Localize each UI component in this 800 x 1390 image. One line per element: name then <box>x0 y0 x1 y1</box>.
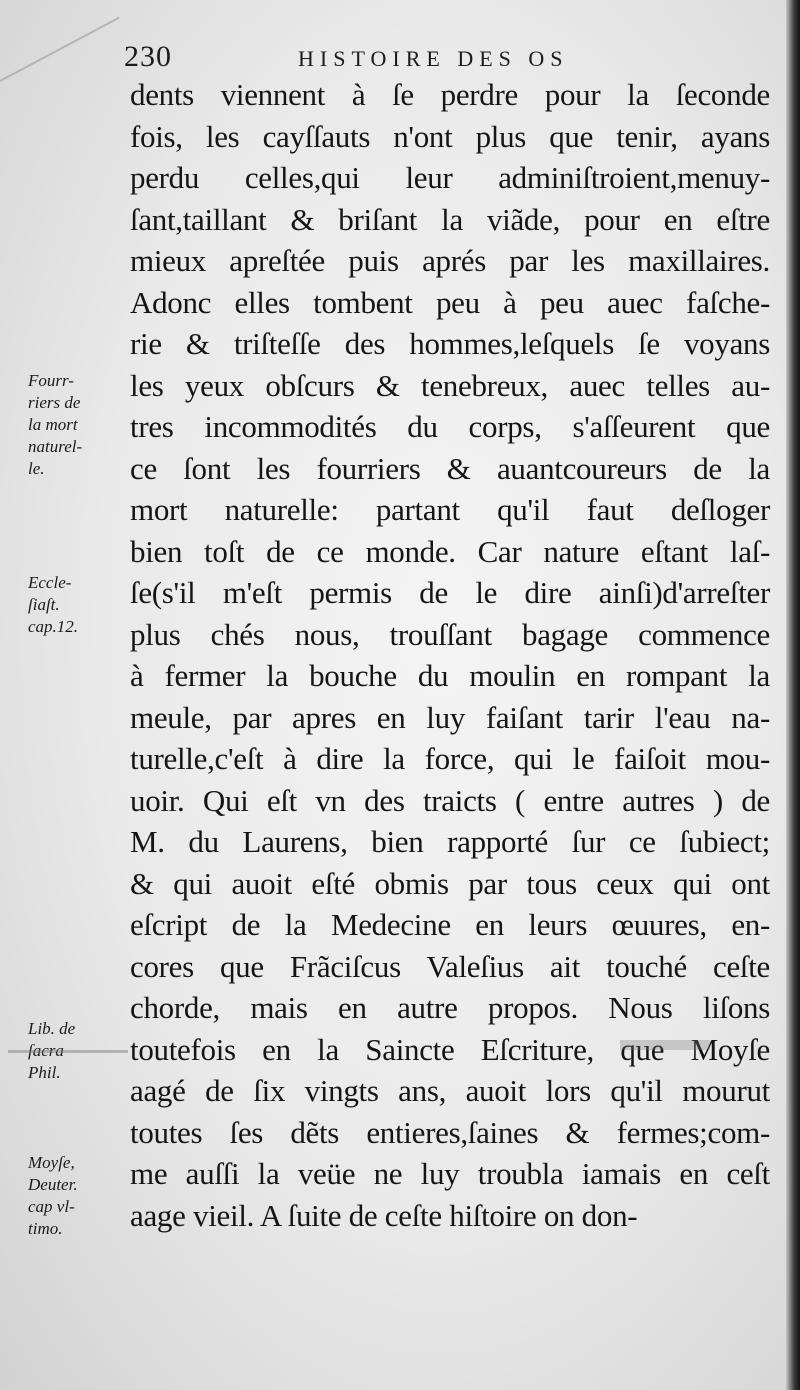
ink-smudge <box>8 1050 128 1053</box>
marginal-note-ecclesiast <box>28 572 128 638</box>
text-line: mort naturelle: partant qu'il faut deſloger <box>130 492 770 527</box>
ink-smudge <box>620 1040 710 1050</box>
marginal-note-line: naturel- <box>28 437 83 456</box>
text-line: chorde, mais en autre propos. Nous liſons <box>130 990 770 1025</box>
text-line: turelle,c'eſt à dire la force, qui le faiſoit mou- <box>130 741 770 776</box>
text-line: dents viennent à ſe perdre pour la ſeconde <box>130 77 770 112</box>
text-line: M. du Laurens, bien rapporté ſur ce ſubiect; <box>130 824 770 859</box>
text-line: toutes ſes dẽts entieres,ſaines & fermes;com- <box>130 1114 770 1150</box>
body-text <box>130 74 770 1236</box>
text-line: rie & triſteſſe des hommes,leſquels ſe voyans <box>130 326 770 361</box>
marginal-note-line: Eccle- <box>28 573 72 592</box>
marginal-note-line: Fourr- <box>28 371 74 390</box>
marginal-note-moyse <box>28 1152 128 1240</box>
marginal-note-line: Moyſe, <box>28 1153 75 1172</box>
text-line: aage vieil. A ſuite de ceſte hiſtoire on don- <box>130 1197 638 1233</box>
marginal-note-line: la mort <box>28 415 78 434</box>
marginal-note-line: Deuter. <box>28 1175 78 1194</box>
marginal-note-line: ſacra <box>28 1041 64 1060</box>
marginal-note-line: le. <box>28 459 45 478</box>
marginal-note-line: timo. <box>28 1219 63 1238</box>
text-line: les yeux obſcurs & tenebreux, auec telles au- <box>130 367 770 403</box>
running-title: HISTOIRE DES OS <box>298 46 569 71</box>
marginal-note-line: Phil. <box>28 1063 61 1082</box>
marginal-note-line: cap.12. <box>28 617 79 636</box>
text-line: eſcript de la Medecine en leurs œuures, en- <box>130 907 770 942</box>
text-line: ce ſont les fourriers & auantcoureurs de la <box>130 450 770 486</box>
marginal-note-fourriers <box>28 370 128 480</box>
text-line: aagé de ſix vingts ans, auoit lors qu'il mourut <box>130 1073 770 1108</box>
page-edge-shadow <box>786 0 800 1390</box>
text-line: tres incommodités du corps, s'aſſeurent que <box>130 409 770 444</box>
marginal-note-line: Lib. de <box>28 1019 76 1038</box>
text-line: ſe(s'il m'eſt permis de le dire ainſi)d'arreſter <box>130 575 770 610</box>
text-line: plus chés nous, trouſſant bagage commence <box>130 616 770 652</box>
text-line: bien toſt de ce monde. Car nature eſtant laſ- <box>130 533 770 569</box>
text-line: ſant,taillant & briſant la viãde, pour en eſtre <box>130 201 770 237</box>
text-line: Adonc elles tombent peu à peu auec faſche- <box>130 284 770 320</box>
text-line: meule, par apres en luy faiſant tarir l'eau na- <box>130 699 770 735</box>
page-number: 230 <box>124 40 172 73</box>
text-line: cores que Frãciſcus Valeſius ait touché ceſte <box>130 948 770 984</box>
margin-scratch-line <box>0 17 120 82</box>
text-line: à fermer la bouche du moulin en rompant la <box>130 658 770 693</box>
text-line: uoir. Qui eſt vn des traicts ( entre autres ) de <box>130 782 770 818</box>
text-line: toutefois en la Saincte Eſcriture, que Moyſe <box>130 1031 770 1067</box>
text-line: perdu celles,qui leur adminiſtroient,menuy- <box>130 160 770 195</box>
text-line: mieux apreſtée puis aprés par les maxillaires. <box>130 243 770 278</box>
text-line: & qui auoit eſté obmis par tous ceux qui ont <box>130 865 770 901</box>
text-line: fois, les cayſſauts n'ont plus que tenir, ayans <box>130 118 770 154</box>
marginal-note-line: cap vl- <box>28 1197 75 1216</box>
marginal-note-line: riers de <box>28 393 81 412</box>
marginal-note-line: ſiaſt. <box>28 595 60 614</box>
text-line: me auſſi la veüe ne luy troubla iamais en ceſt <box>130 1156 770 1191</box>
